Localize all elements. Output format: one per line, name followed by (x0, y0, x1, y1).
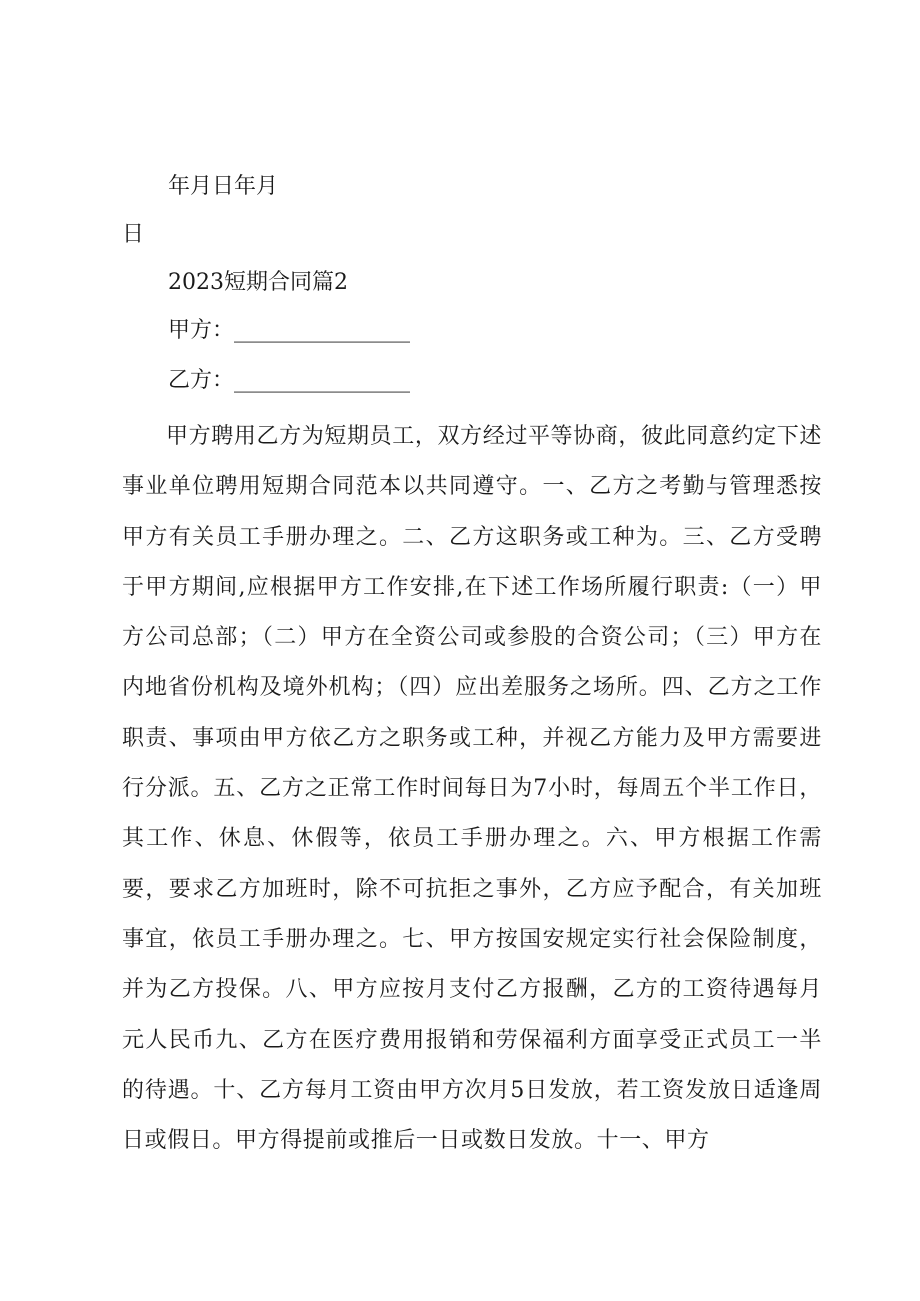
party-b-line: 乙方：________________ (168, 368, 411, 393)
contract-body-paragraph: 甲方聘用乙方为短期员工，双方经过平等协商，彼此同意约定下述事业单位聘用短期合同范本以共同遵守。一、乙方之考勤与管理悉按甲方有关员工手册办理之。二、乙方这职务或工种为。三、乙方受聘于甲方期间,应根据甲方工作安排,在下述工作场所履行职责:（一）甲方公司总部；（二）甲方在全资公司或参股的合资公司；（三）甲方在内地省份机构及境外机构；（四）应出差服务之场所。四、乙方之工作职责、事项由甲方依乙方之职务或工种，并视乙方能力及甲方需要进行分派。五、乙方之正常工作时间每日为7小时，每周五个半工作日，其工作、休息、休假等，依员工手册办理之。六、甲方根据工作需要，要求乙方加班时，除不可抗拒之事外，乙方应予配合，有关加班事宜，依员工手册办理之。七、甲方按国安规定实行社会保险制度，并为乙方投保。八、甲方应按月支付乙方报酬，乙方的工资待遇每月元人民币九、乙方在医疗费用报销和劳保福利方面享受正式员工一半的待遇。十、乙方每月工资由甲方次月5日发放，若工资发放日适逢周日或假日。甲方得提前或推后一日或数日发放。十一、甲方 (122, 424, 822, 1154)
date-line-2: 日 (122, 222, 145, 247)
section-title: 2023短期合同篇2 (168, 270, 348, 295)
date-line-1: 年月日年月 (168, 174, 279, 199)
party-a-line: 甲方：________________ (168, 318, 411, 343)
